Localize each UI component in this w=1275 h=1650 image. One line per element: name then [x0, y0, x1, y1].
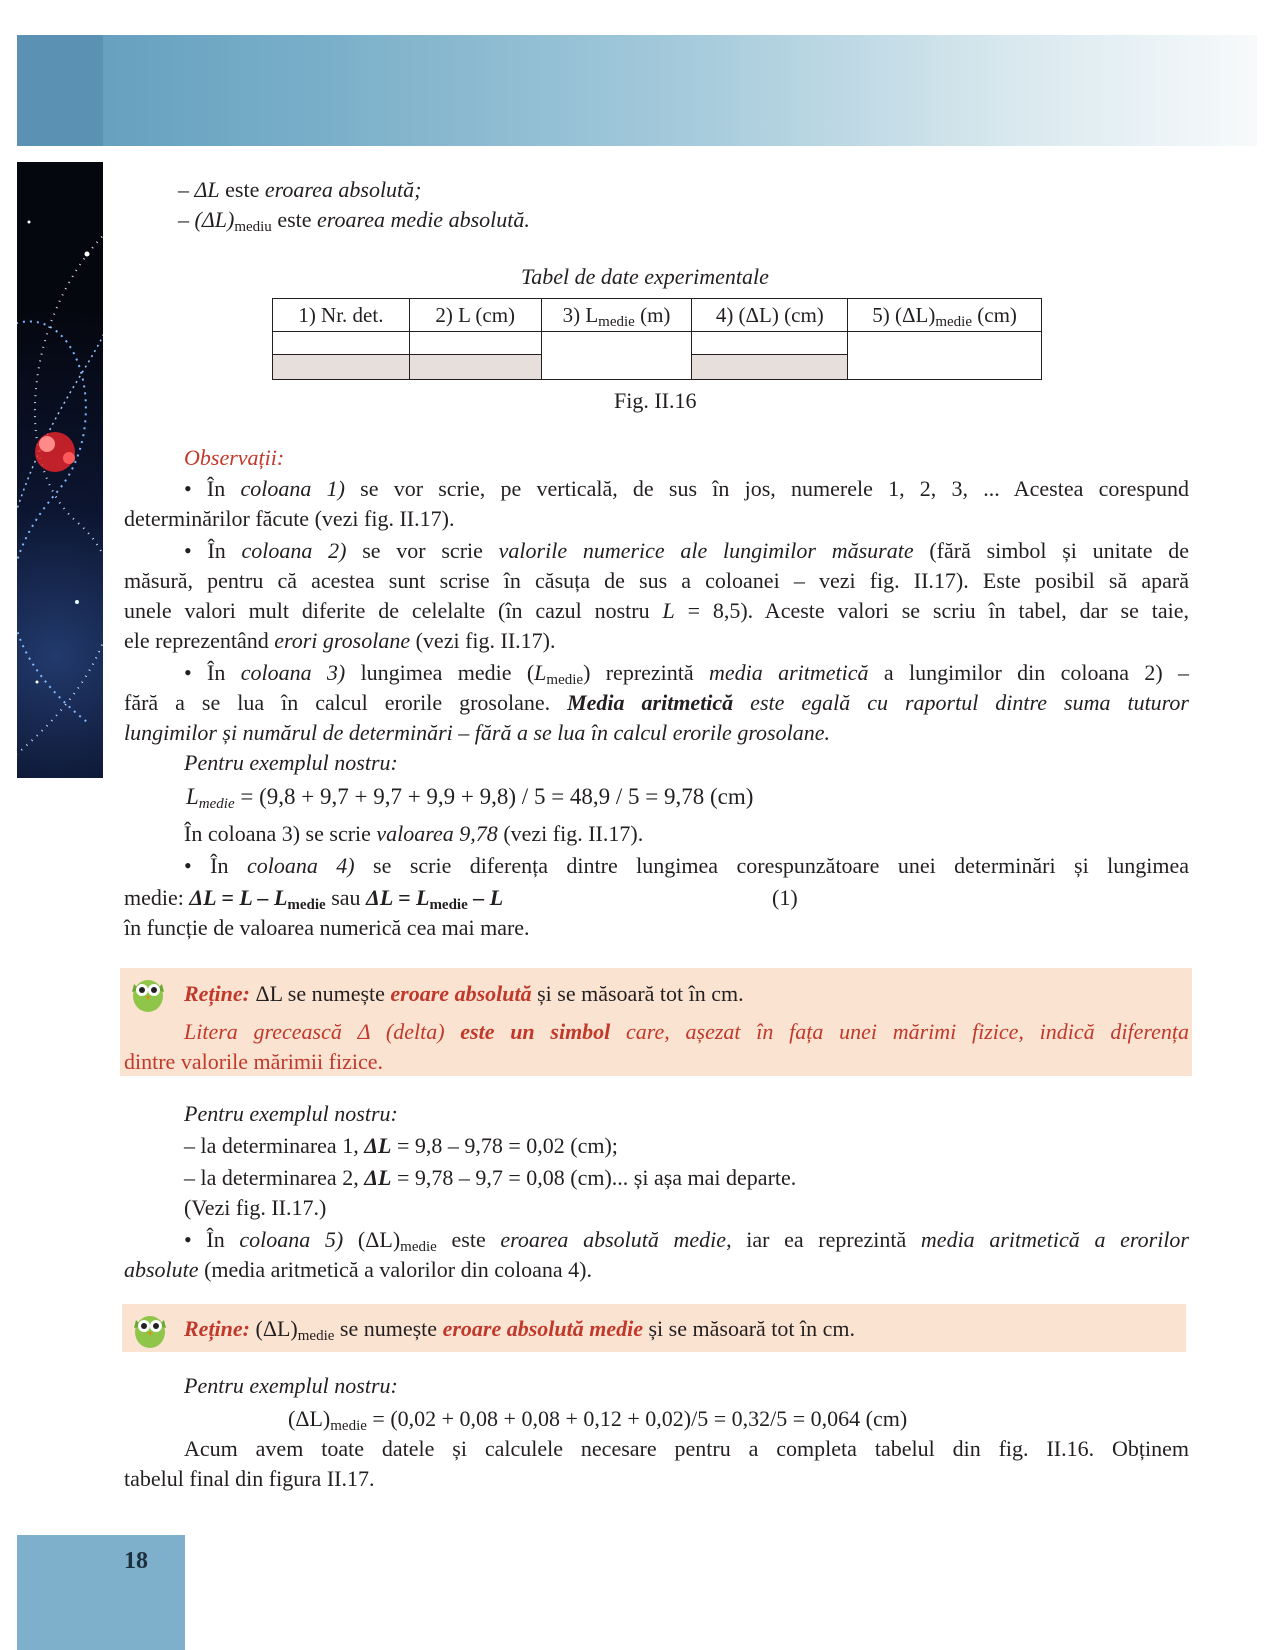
- text: eroare absolută: [390, 981, 532, 1006]
- obs-p2-line4: [124, 627, 556, 655]
- equation-number: (1): [772, 885, 798, 910]
- subscript: medie: [429, 897, 468, 913]
- subscript: medie: [598, 313, 635, 330]
- intro-text: este: [271, 207, 318, 232]
- text: coloana 5): [239, 1227, 344, 1252]
- intro-line-2: – $(\Delta L)_{mediu}$ este eroarea medie absolută.: [178, 207, 530, 235]
- table-cell: [692, 355, 848, 380]
- obs-p3-line3: lungimilor și numărul de determinări – fără a se lua în calcul erorile grosolane.: [124, 720, 830, 745]
- example2-line2: [184, 1164, 796, 1192]
- text: ΔL = L – L: [189, 885, 288, 910]
- text: În coloana 3) se scrie: [184, 821, 377, 846]
- text: • În: [184, 538, 242, 563]
- text: (vezi fig. II.17).: [497, 821, 644, 846]
- owl-icon: [126, 970, 170, 1014]
- text: • În: [184, 853, 247, 878]
- example2-line1: [184, 1132, 618, 1160]
- table-cell: [541, 332, 692, 380]
- example-title-2: Pentru exemplul nostru:: [184, 1101, 398, 1126]
- retine-label: Reține:: [184, 981, 250, 1006]
- subscript: mediu: [234, 219, 272, 235]
- header-text: (cm): [972, 302, 1017, 327]
- text: lungimea medie (: [345, 660, 535, 685]
- text: a lungimilor din coloana 2) –: [868, 660, 1190, 685]
- subscript: medie: [546, 672, 584, 688]
- text: absolute: [124, 1257, 199, 1282]
- obs-p4-line2: [124, 884, 503, 912]
- subscript: medie: [287, 897, 326, 913]
- final-line1: Acum avem toate datele și calculele necesare pentru a completa tabelul din fig. II.16. Obținem: [184, 1436, 1189, 1461]
- text: coloana 1): [240, 476, 345, 501]
- text: ΔL se numește: [250, 981, 391, 1006]
- text: (ΔL): [250, 1316, 298, 1341]
- text: este: [436, 1227, 501, 1252]
- experimental-data-table: [272, 298, 1042, 380]
- text: = (9,8 + 9,7 + 9,7 + 9,9 + 9,8) / 5 = 48,9 / 5 = 9,78 (cm): [234, 784, 754, 809]
- text: media aritmetică: [709, 660, 869, 685]
- text: = (0,02 + 0,08 + 0,08 + 0,12 + 0,02)/5 = 0,32/5 = 0,064 (cm): [366, 1406, 908, 1431]
- text: = 9,8 – 9,78 = 0,02 (cm);: [391, 1133, 618, 1158]
- figure-label: Fig. II.16: [614, 388, 697, 413]
- header-text: 2) L (cm): [435, 302, 516, 327]
- text: fără a se lua în calcul erorile grosolane.: [124, 690, 568, 715]
- page-number: 18: [124, 1548, 148, 1574]
- text: care, așezat în fața unei mărimi fizice, indică diferența: [610, 1019, 1189, 1044]
- obs-p4-line1: [184, 852, 1189, 880]
- subscript: medie: [935, 313, 972, 330]
- retine-label: Reține:: [184, 1316, 250, 1341]
- obs-p4-line3: în funcție de valoarea numerică cea mai mare.: [124, 915, 530, 940]
- text: • În: [184, 660, 241, 685]
- table-cell: [273, 355, 410, 380]
- intro-italic: eroarea absolută;: [264, 177, 422, 202]
- example2-line3: (Vezi fig. II.17.): [184, 1195, 327, 1220]
- text: coloana 3): [240, 660, 346, 685]
- text: L: [534, 660, 547, 685]
- text: (vezi fig. II.17).: [410, 628, 556, 653]
- page-number-tab: [17, 1535, 185, 1650]
- table-cell: [848, 332, 1042, 380]
- text: sau: [325, 885, 367, 910]
- text: – L: [467, 885, 504, 910]
- table-header-cell: 1) Nr. det.: [273, 299, 410, 332]
- text: se numește: [334, 1316, 443, 1341]
- text: • În: [184, 476, 241, 501]
- formula-dl-medie: [288, 1405, 907, 1433]
- example-title-3: Pentru exemplul nostru:: [184, 1373, 398, 1398]
- text: – la determinarea 2,: [184, 1165, 365, 1190]
- header-text: (m): [634, 302, 671, 327]
- table-header-cell: 4) (ΔL) (cm): [692, 299, 848, 332]
- obs-p1-line1: [184, 475, 1189, 503]
- text: (fără simbol și unitate de: [913, 538, 1190, 563]
- obs-p3-line1: [184, 659, 1189, 687]
- side-decoration-image: [17, 162, 103, 778]
- note1-line1: [184, 980, 744, 1008]
- intro-italic: eroarea medie absolută.: [317, 207, 530, 232]
- text: și se măsoară tot în cm.: [643, 1316, 856, 1341]
- formula-lmedie: [186, 783, 753, 811]
- text: = 8,5). Aceste valori se scriu în tabel, dar se taie,: [674, 598, 1189, 623]
- text: se scrie diferența dintre lungimea corespunzătoare unei determinări și lungimea: [354, 853, 1190, 878]
- text: ΔL = L: [366, 885, 430, 910]
- table-header-cell: [848, 299, 1042, 332]
- obs-p1-line2: determinărilor făcute (vezi fig. II.17).: [124, 506, 455, 531]
- table-cell: [409, 332, 541, 355]
- text: este egală cu raportul dintre suma tuturor: [733, 690, 1189, 715]
- table-cell: [692, 332, 848, 355]
- intro-text: este: [219, 177, 265, 202]
- text: erori grosolane: [274, 628, 411, 653]
- subscript: medie: [400, 1239, 437, 1255]
- delta-symbol: ΔL: [194, 177, 220, 202]
- text: eroare absolută medie: [442, 1316, 643, 1341]
- subscript: medie: [297, 1328, 335, 1344]
- obs-p2-line3: [124, 597, 1189, 625]
- note1-line3: dintre valorile mărimii fizice.: [124, 1049, 384, 1074]
- owl-icon: [128, 1306, 172, 1350]
- text: coloana 4): [246, 853, 355, 878]
- text: Litera grecească Δ (delta): [184, 1019, 461, 1044]
- text: medie:: [124, 885, 190, 910]
- header-text: 3) L: [562, 302, 599, 327]
- text: ele reprezentând: [124, 628, 275, 653]
- text: ΔL: [364, 1133, 392, 1158]
- subscript: medie: [198, 796, 235, 812]
- text: (media aritmetică a valorilor din coloana 4).: [198, 1257, 592, 1282]
- text: valorile numerice ale lungimilor măsurate: [498, 538, 914, 563]
- table-header-cell: [409, 299, 541, 332]
- text: = 9,78 – 9,7 = 0,08 (cm)... și așa mai departe.: [391, 1165, 797, 1190]
- text: se vor scrie, pe verticală, de sus în jos, numerele 1, 2, 3, ... Acestea corespund: [344, 476, 1190, 501]
- text: – la determinarea 1,: [184, 1133, 365, 1158]
- example-title-1: Pentru exemplul nostru:: [184, 750, 398, 775]
- text: , iar ea reprezintă: [726, 1227, 921, 1252]
- table-caption: Tabel de date experimentale: [521, 264, 769, 289]
- col3-line: [184, 820, 643, 848]
- note2-line: [184, 1315, 855, 1343]
- table-cell: [273, 332, 410, 355]
- text: și se măsoară tot în cm.: [531, 981, 744, 1006]
- text: ΔL: [364, 1165, 392, 1190]
- table-cell: [409, 355, 541, 380]
- text: Media aritmetică: [567, 690, 734, 715]
- intro-line-1: – ΔL este eroarea absolută;: [178, 177, 422, 202]
- obs-p2-line1: [184, 537, 1189, 565]
- header-accent: [17, 35, 103, 146]
- table-header-cell: [541, 299, 692, 332]
- text: (ΔL): [288, 1406, 331, 1431]
- final-line2: tabelul final din figura II.17.: [124, 1466, 375, 1491]
- observations-title: Observații:: [184, 445, 285, 470]
- delta-symbol: (ΔL): [194, 207, 235, 232]
- text: (ΔL): [343, 1227, 401, 1252]
- text: L: [662, 598, 675, 623]
- col5-line1: [184, 1226, 1189, 1254]
- text: unele valori mult diferite de celelalte (în cazul nostru: [124, 598, 663, 623]
- text: • În: [184, 1227, 240, 1252]
- text: coloana 2): [241, 538, 347, 563]
- note1-line2: [184, 1018, 1189, 1046]
- text: este un simbol: [460, 1019, 611, 1044]
- text: media aritmetică a erorilor: [920, 1227, 1189, 1252]
- text: eroarea absolută medie: [500, 1227, 727, 1252]
- obs-p2-line2: măsură, pentru că acestea sunt scrise în căsuța de sus a coloanei – vezi fig. II.17). Este posibil să apară: [124, 568, 1189, 593]
- text: se vor scrie: [346, 538, 499, 563]
- text: ) reprezintă: [583, 660, 709, 685]
- obs-p3-line2: [124, 689, 1189, 717]
- header-band: [17, 35, 1257, 146]
- text: L: [186, 784, 199, 809]
- subscript: medie: [330, 1418, 367, 1434]
- text: valoarea 9,78: [376, 821, 498, 846]
- col5-line2: [124, 1256, 592, 1284]
- header-text: 5) (ΔL): [872, 302, 936, 327]
